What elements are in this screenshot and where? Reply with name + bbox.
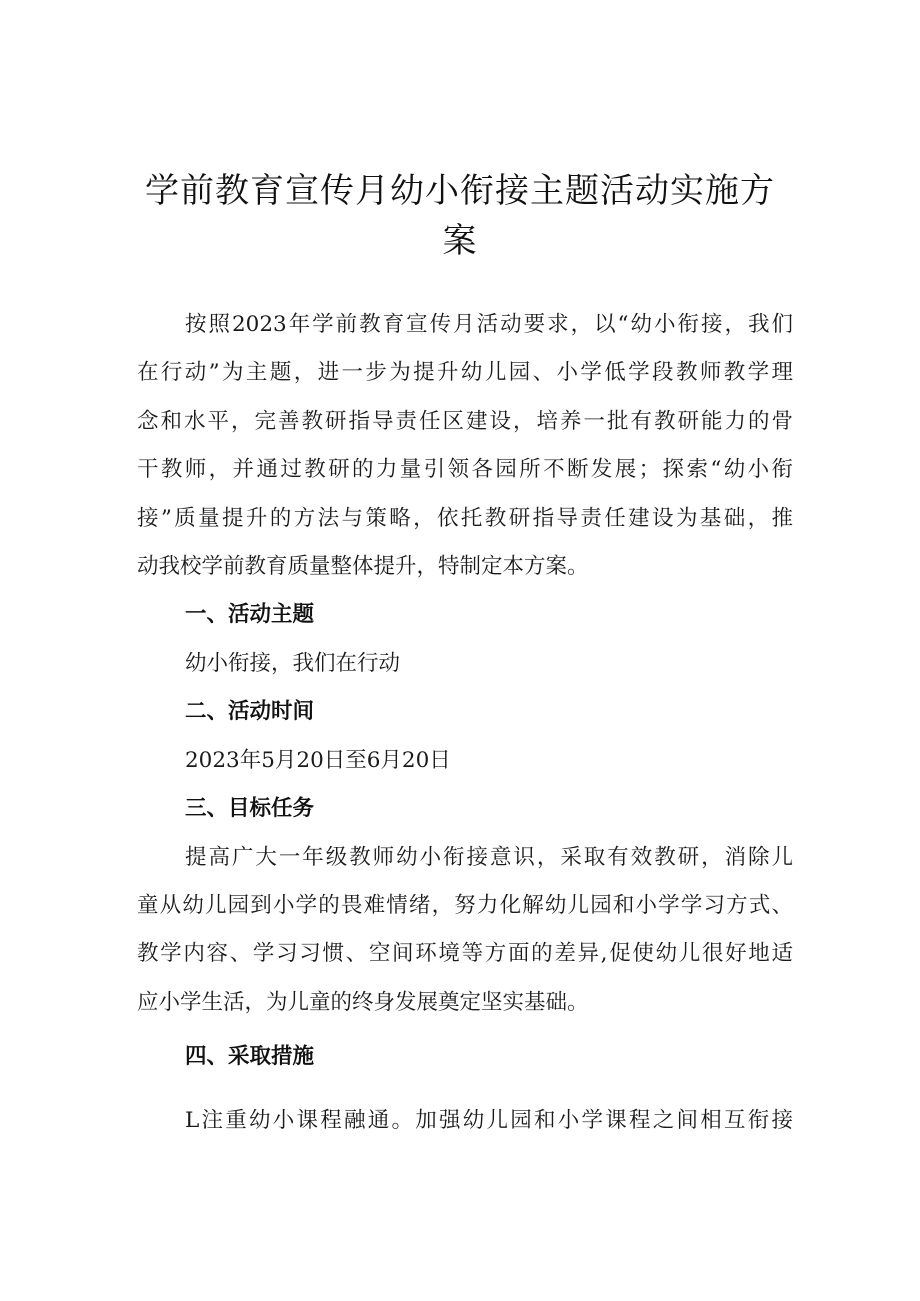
goals-line: 教学内容、学习习惯、空间环境等方面的差异,促使幼儿很好地适 <box>137 941 793 966</box>
section-content-time: 2023年5月20日至6月20日 <box>185 748 451 773</box>
measures-line: L注重幼小课程融通。加强幼儿园和小学课程之间相互衔接 <box>185 1108 793 1133</box>
intro-line: 动我校学前教育质量整体提升，特制定本方案。 <box>137 554 589 579</box>
goals-line: 提高广大一年级教师幼小衔接意识，采取有效教研，消除儿 <box>185 845 793 870</box>
intro-line: 干教师，并通过教研的力量引领各园所不断发展；探索“幼小衔 <box>137 457 793 482</box>
intro-line: 在行动”为主题，进一步为提升幼儿园、小学低学段教师教学理 <box>137 360 793 385</box>
document-title-continued: 案 <box>442 221 478 261</box>
section-content-theme: 幼小衔接，我们在行动 <box>185 651 401 676</box>
section-heading-measures: 四、采取措施 <box>185 1044 315 1069</box>
document-title: 学前教育宣传月幼小衔接主题活动实施方 <box>145 171 775 211</box>
section-heading-theme: 一、活动主题 <box>185 602 315 627</box>
goals-line: 童从幼儿园到小学的畏难情绪，努力化解幼儿园和小学学习方式、 <box>137 893 793 918</box>
goals-line: 应小学生活，为儿童的终身发展奠定坚实基础。 <box>137 990 589 1015</box>
section-heading-time: 二、活动时间 <box>185 699 315 724</box>
section-heading-goals: 三、目标任务 <box>185 796 315 821</box>
intro-line: 念和水平，完善教研指导责任区建设，培养一批有教研能力的骨 <box>137 409 793 434</box>
intro-line: 接”质量提升的方法与策略，依托教研指导责任建设为基础，推 <box>137 506 793 531</box>
intro-line: 按照2023年学前教育宣传月活动要求，以“幼小衔接，我们 <box>185 312 793 337</box>
